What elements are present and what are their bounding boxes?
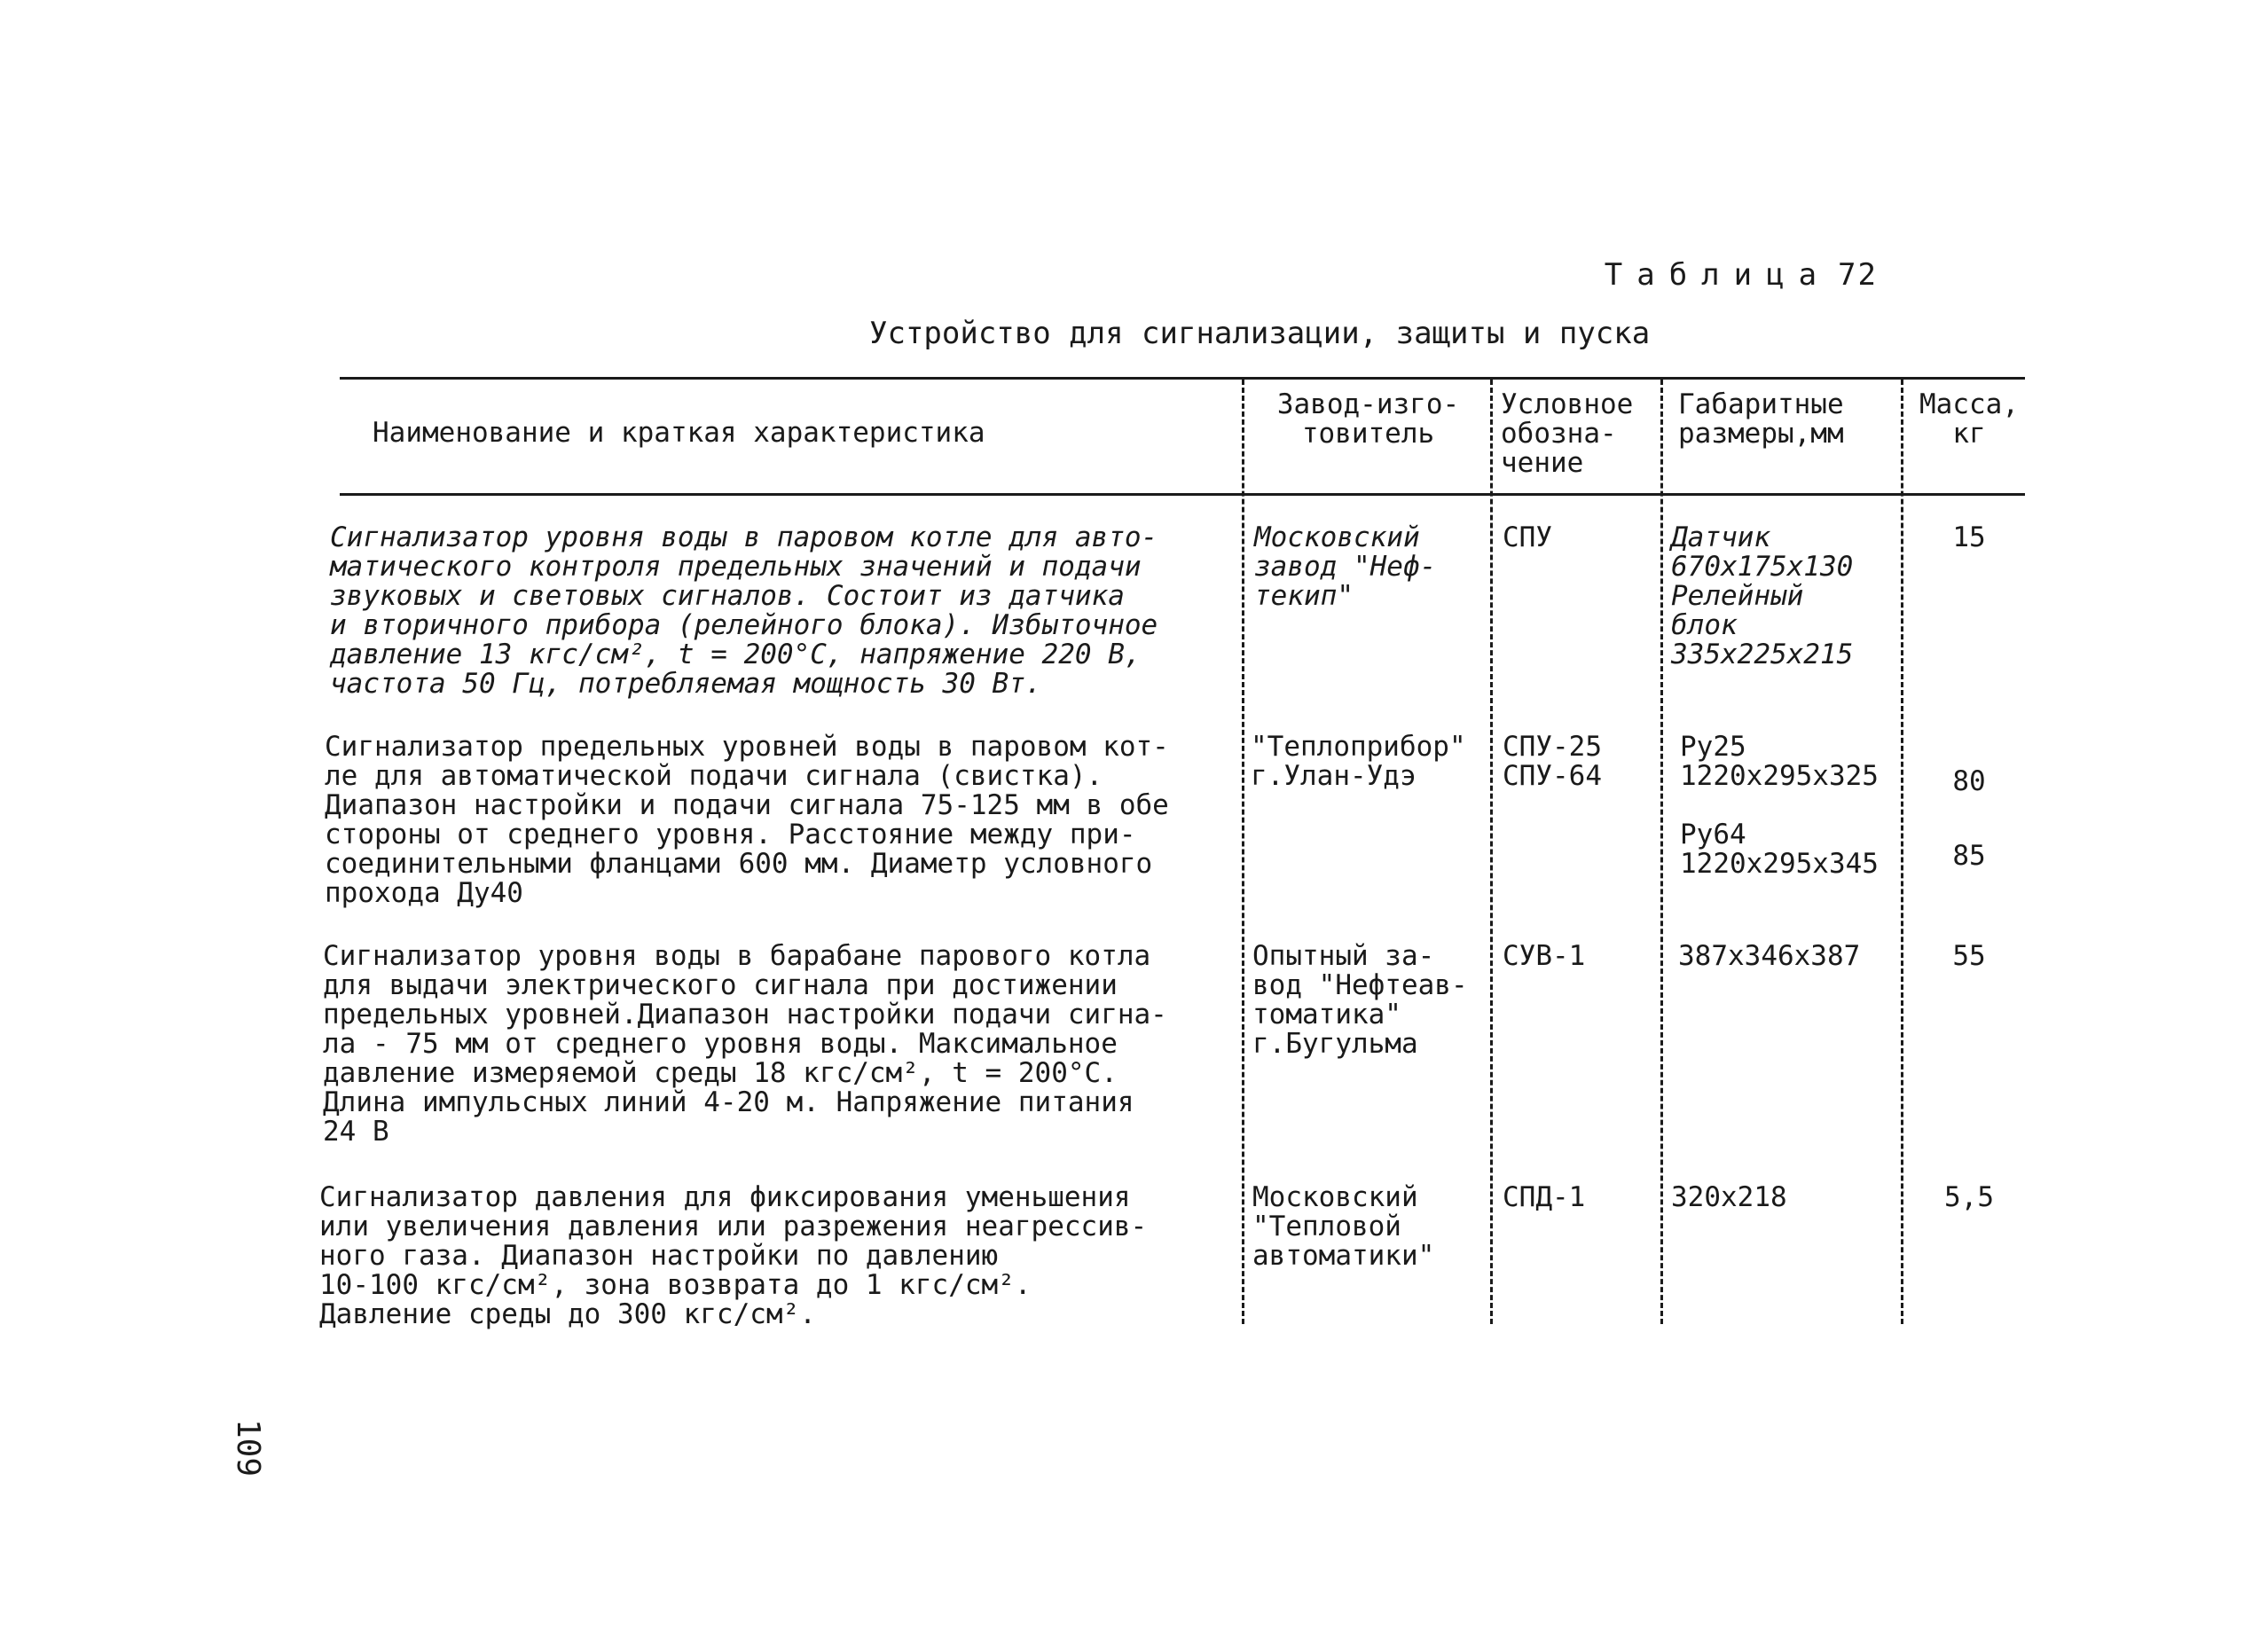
column-divider-4: [1901, 380, 1903, 1324]
table-caption: [1605, 257, 1878, 293]
row-3-maker: Опытный за- вод "Нефтеав- томатика" г.Бугульма: [1252, 940, 1468, 1060]
row-2-mass: 80 85: [1952, 765, 1986, 872]
row-2-name: Сигнализатор предельных уровней воды в паровом кот- ле для автоматической подачи сигнала (свистка). Диапазон настройки и подачи сигнала 75-125 мм в обе стороны от среднего уровня. Расстояние между при- соединительными фланцами 600 мм. Диаметр условного прохода Ду40: [325, 731, 1169, 909]
header-dims: Габаритные размеры,мм: [1678, 388, 1844, 450]
row-1-maker: Московский завод "Неф- текип": [1254, 521, 1437, 612]
row-4-maker: Московский "Тепловой автоматики": [1252, 1181, 1435, 1272]
row-4-dims: 320х218: [1671, 1181, 1787, 1213]
row-2-code: СПУ-25 СПУ-64: [1503, 731, 1602, 792]
row-3-dims: 387х346х387: [1678, 940, 1861, 972]
column-divider-1: [1242, 380, 1244, 1324]
row-2-dims: Ру25 1220х295х325 Ру64 1220х295х345: [1680, 731, 1879, 880]
row-1-name: Сигнализатор уровня воды в паровом котле для авто- матического контроля предельных значений и подачи звуковых и световых сигналов. Состоит из датчика и вторичного прибора (релейного блока). Избыточное давление 13 кгс/см², t = 200°С, напряжение 220 В, частота 50 Гц, потребляемая мощность 30 Вт.: [330, 521, 1158, 700]
row-1-mass: 15: [1952, 521, 1986, 553]
row-1-dims: Датчик 670х175х130 Релейный блок 335х225х215: [1671, 521, 1854, 670]
table-caption-label: Таблица: [1604, 257, 1832, 293]
header-code: Условное обозна- чение: [1501, 388, 1634, 479]
table-number: 72: [1838, 257, 1878, 293]
row-4-code: СПД-1: [1503, 1181, 1586, 1213]
row-4-name: Сигнализатор давления для фиксирования уменьшения или увеличения давления или разрежения неагрессив- ного газа. Диапазон настройки по давлению 10-100 кгс/см², зона возврата до 1 кгс/см². Давление среды до 300 кгс/см².: [319, 1181, 1148, 1330]
header-name: Наименование и краткая характеристика: [373, 417, 985, 449]
header-bottom-rule: [340, 493, 2025, 496]
header-maker: Завод-изго- товитель: [1276, 388, 1460, 450]
header-mass: Масса, кг: [1919, 388, 2019, 450]
row-2-maker: "Теплоприбор" г.Улан-Удэ: [1251, 731, 1466, 792]
row-3-code: СУВ-1: [1503, 940, 1586, 972]
row-1-code: СПУ: [1503, 521, 1552, 553]
row-3-mass: 55: [1952, 940, 1986, 972]
column-divider-2: [1490, 380, 1493, 1324]
header-top-rule: [340, 377, 2025, 380]
row-3-name: Сигнализатор уровня воды в барабане парового котла для выдачи электрического сигнала при достижении предельных уровней.Диапазон настройки подачи сигна- ла - 75 мм от среднего уровня воды. Максимальное давление измеряемой среды 18 кгс/см², t = 200°С. Длина импульсных линий 4-20 м. Напряжение питания 24 В: [323, 940, 1167, 1148]
page-number: 109: [230, 1419, 266, 1477]
table-title: Устройство для сигнализации, защиты и пуска: [869, 316, 1651, 351]
row-4-mass: 5,5: [1944, 1181, 1994, 1213]
column-divider-3: [1660, 380, 1663, 1324]
